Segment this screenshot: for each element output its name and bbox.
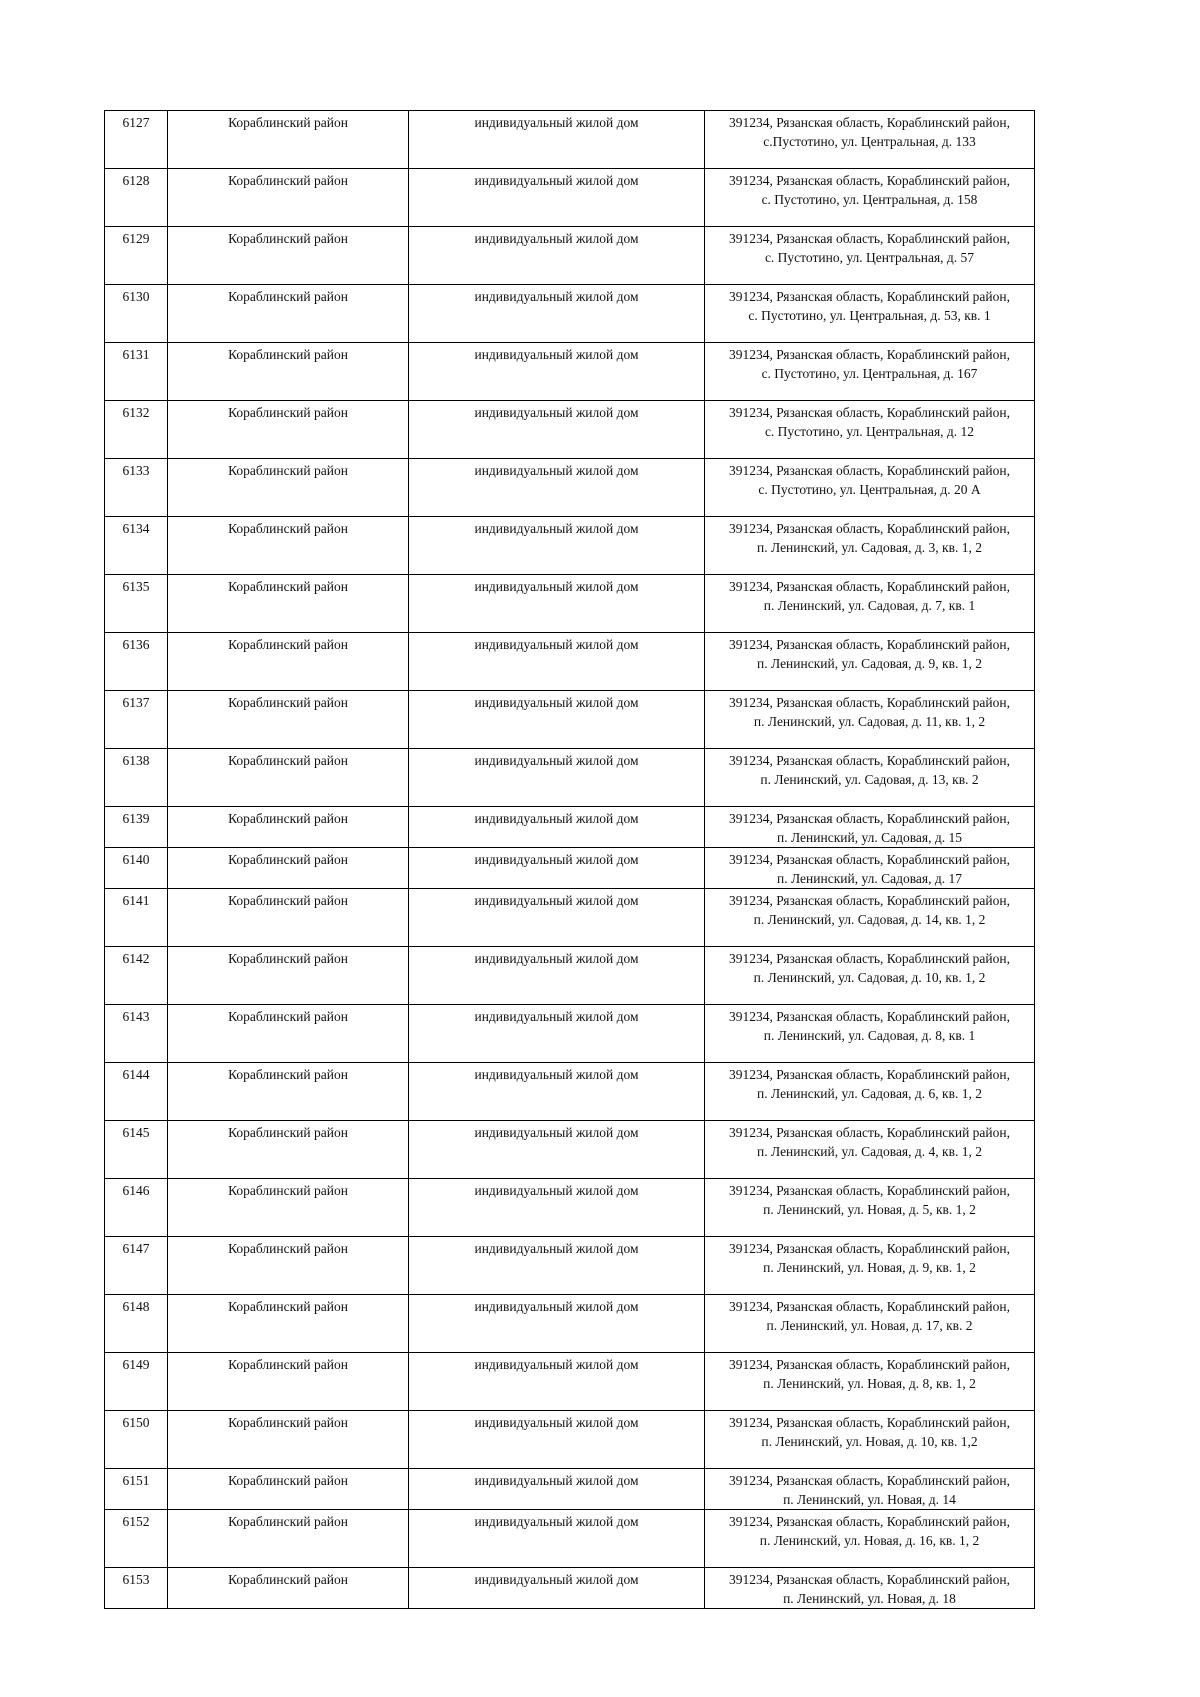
address-cell — [705, 169, 1035, 227]
address-line-2: п. Ленинский, ул. Новая, д. 18 — [783, 1591, 956, 1606]
row-number: 6147 — [105, 1237, 168, 1295]
address-line-2: п. Ленинский, ул. Садовая, д. 11, кв. 1, 2 — [753, 714, 986, 729]
address-line-1: 391234, Рязанская область, Кораблинский район, — [729, 405, 1010, 420]
row-number: 6127 — [105, 111, 168, 169]
row-number: 6153 — [105, 1568, 168, 1609]
address-line-2: с. Пустотино, ул. Центральная, д. 158 — [761, 192, 978, 207]
table-row — [105, 1568, 1035, 1609]
address-line-1: 391234, Рязанская область, Кораблинский район, — [729, 1473, 1010, 1488]
district-cell: Кораблинский район — [168, 1469, 409, 1510]
table-row — [105, 169, 1035, 227]
address-cell — [705, 1005, 1035, 1063]
table-row — [105, 1063, 1035, 1121]
address-line-1: 391234, Рязанская область, Кораблинский район, — [729, 637, 1010, 652]
address-cell — [705, 227, 1035, 285]
table-row — [105, 633, 1035, 691]
district-cell: Кораблинский район — [168, 633, 409, 691]
district-cell: Кораблинский район — [168, 1353, 409, 1411]
address-line-1: 391234, Рязанская область, Кораблинский район, — [729, 579, 1010, 594]
district-cell: Кораблинский район — [168, 343, 409, 401]
address-line-2: с. Пустотино, ул. Центральная, д. 167 — [761, 366, 978, 381]
address-cell — [705, 1063, 1035, 1121]
row-number: 6148 — [105, 1295, 168, 1353]
district-cell: Кораблинский район — [168, 401, 409, 459]
district-cell: Кораблинский район — [168, 1179, 409, 1237]
address-cell — [705, 691, 1035, 749]
object-type-cell: индивидуальный жилой дом — [409, 1005, 705, 1063]
address-line-1: 391234, Рязанская область, Кораблинский район, — [729, 289, 1010, 304]
table-row — [105, 459, 1035, 517]
table-row — [105, 1005, 1035, 1063]
address-line-1: 391234, Рязанская область, Кораблинский район, — [729, 231, 1010, 246]
object-type-cell: индивидуальный жилой дом — [409, 691, 705, 749]
row-number: 6151 — [105, 1469, 168, 1510]
row-number: 6143 — [105, 1005, 168, 1063]
address-cell — [705, 1179, 1035, 1237]
address-line-1: 391234, Рязанская область, Кораблинский район, — [729, 463, 1010, 478]
address-line-2: п. Ленинский, ул. Садовая, д. 3, кв. 1, 2 — [757, 540, 982, 555]
district-cell: Кораблинский район — [168, 517, 409, 575]
object-type-cell: индивидуальный жилой дом — [409, 947, 705, 1005]
address-line-1: 391234, Рязанская область, Кораблинский район, — [729, 1415, 1010, 1430]
address-cell — [705, 111, 1035, 169]
table-row — [105, 111, 1035, 169]
address-cell — [705, 749, 1035, 807]
district-cell: Кораблинский район — [168, 889, 409, 947]
address-line-2: с. Пустотино, ул. Центральная, д. 57 — [764, 250, 975, 265]
row-number: 6137 — [105, 691, 168, 749]
row-number: 6144 — [105, 1063, 168, 1121]
table-row — [105, 1237, 1035, 1295]
address-line-2: п. Ленинский, ул. Новая, д. 5, кв. 1, 2 — [763, 1202, 976, 1217]
row-number: 6150 — [105, 1411, 168, 1469]
address-line-2: с.Пустотино, ул. Центральная, д. 133 — [763, 134, 976, 149]
address-cell — [705, 947, 1035, 1005]
table-row — [105, 848, 1035, 889]
address-line-1: 391234, Рязанская область, Кораблинский район, — [729, 893, 1010, 908]
object-type-cell: индивидуальный жилой дом — [409, 1179, 705, 1237]
row-number: 6146 — [105, 1179, 168, 1237]
address-line-1: 391234, Рязанская область, Кораблинский район, — [729, 852, 1010, 867]
address-line-1: 391234, Рязанская область, Кораблинский район, — [729, 173, 1010, 188]
address-cell — [705, 807, 1035, 848]
district-cell: Кораблинский район — [168, 947, 409, 1005]
address-line-2: п. Ленинский, ул. Садовая, д. 8, кв. 1 — [763, 1028, 976, 1043]
address-line-1: 391234, Рязанская область, Кораблинский район, — [729, 1125, 1010, 1140]
address-line-2: с. Пустотино, ул. Центральная, д. 20 А — [758, 482, 981, 497]
address-line-1: 391234, Рязанская область, Кораблинский район, — [729, 1572, 1010, 1587]
row-number: 6129 — [105, 227, 168, 285]
object-type-cell: индивидуальный жилой дом — [409, 575, 705, 633]
address-cell — [705, 1411, 1035, 1469]
table-row — [105, 889, 1035, 947]
object-type-cell: индивидуальный жилой дом — [409, 1411, 705, 1469]
row-number: 6142 — [105, 947, 168, 1005]
object-type-cell: индивидуальный жилой дом — [409, 517, 705, 575]
object-type-cell: индивидуальный жилой дом — [409, 1121, 705, 1179]
table-row — [105, 807, 1035, 848]
district-cell: Кораблинский район — [168, 749, 409, 807]
row-number: 6138 — [105, 749, 168, 807]
address-line-2: п. Ленинский, ул. Садовая, д. 7, кв. 1 — [763, 598, 976, 613]
address-line-2: п. Ленинский, ул. Новая, д. 16, кв. 1, 2 — [759, 1533, 980, 1548]
address-cell — [705, 575, 1035, 633]
district-cell: Кораблинский район — [168, 1005, 409, 1063]
table-row — [105, 285, 1035, 343]
table-row — [105, 749, 1035, 807]
object-type-cell: индивидуальный жилой дом — [409, 1237, 705, 1295]
district-cell: Кораблинский район — [168, 575, 409, 633]
row-number: 6128 — [105, 169, 168, 227]
address-line-2: п. Ленинский, ул. Садовая, д. 9, кв. 1, 2 — [757, 656, 982, 671]
address-cell — [705, 1295, 1035, 1353]
table-row — [105, 1510, 1035, 1568]
table-row — [105, 1295, 1035, 1353]
table-row — [105, 401, 1035, 459]
address-line-2: п. Ленинский, ул. Новая, д. 9, кв. 1, 2 — [763, 1260, 976, 1275]
row-number: 6149 — [105, 1353, 168, 1411]
row-number: 6135 — [105, 575, 168, 633]
table-row — [105, 1411, 1035, 1469]
address-cell — [705, 633, 1035, 691]
district-cell: Кораблинский район — [168, 111, 409, 169]
row-number: 6136 — [105, 633, 168, 691]
object-type-cell: индивидуальный жилой дом — [409, 227, 705, 285]
address-line-2: п. Ленинский, ул. Садовая, д. 15 — [777, 830, 962, 845]
address-cell — [705, 517, 1035, 575]
row-number: 6131 — [105, 343, 168, 401]
district-cell: Кораблинский район — [168, 807, 409, 848]
address-line-2: с. Пустотино, ул. Центральная, д. 53, кв. 1 — [748, 308, 991, 323]
address-cell — [705, 1237, 1035, 1295]
district-cell: Кораблинский район — [168, 285, 409, 343]
row-number: 6133 — [105, 459, 168, 517]
address-line-2: с. Пустотино, ул. Центральная, д. 12 — [764, 424, 975, 439]
table-row — [105, 1179, 1035, 1237]
object-type-cell: индивидуальный жилой дом — [409, 889, 705, 947]
address-cell — [705, 285, 1035, 343]
address-cell — [705, 1568, 1035, 1609]
district-cell: Кораблинский район — [168, 691, 409, 749]
object-type-cell: индивидуальный жилой дом — [409, 343, 705, 401]
object-type-cell: индивидуальный жилой дом — [409, 1469, 705, 1510]
address-line-1: 391234, Рязанская область, Кораблинский район, — [729, 753, 1010, 768]
district-cell: Кораблинский район — [168, 1295, 409, 1353]
address-line-1: 391234, Рязанская область, Кораблинский район, — [729, 1183, 1010, 1198]
address-line-2: п. Ленинский, ул. Новая, д. 10, кв. 1,2 — [761, 1434, 978, 1449]
table-body — [105, 111, 1035, 1609]
object-type-cell: индивидуальный жилой дом — [409, 633, 705, 691]
address-line-1: 391234, Рязанская область, Кораблинский район, — [729, 1241, 1010, 1256]
row-number: 6130 — [105, 285, 168, 343]
address-line-2: п. Ленинский, ул. Садовая, д. 10, кв. 1, 2 — [753, 970, 986, 985]
address-line-2: п. Ленинский, ул. Садовая, д. 14, кв. 1, 2 — [753, 912, 986, 927]
row-number: 6141 — [105, 889, 168, 947]
object-type-cell: индивидуальный жилой дом — [409, 749, 705, 807]
address-cell — [705, 1121, 1035, 1179]
table-row — [105, 1469, 1035, 1510]
table-row — [105, 947, 1035, 1005]
district-cell: Кораблинский район — [168, 227, 409, 285]
address-line-2: п. Ленинский, ул. Новая, д. 17, кв. 2 — [766, 1318, 973, 1333]
object-type-cell: индивидуальный жилой дом — [409, 401, 705, 459]
address-line-1: 391234, Рязанская область, Кораблинский район, — [729, 1009, 1010, 1024]
address-cell — [705, 459, 1035, 517]
address-line-2: п. Ленинский, ул. Новая, д. 8, кв. 1, 2 — [763, 1376, 976, 1391]
district-cell: Кораблинский район — [168, 459, 409, 517]
district-cell: Кораблинский район — [168, 1237, 409, 1295]
object-type-cell: индивидуальный жилой дом — [409, 169, 705, 227]
object-type-cell: индивидуальный жилой дом — [409, 1510, 705, 1568]
district-cell: Кораблинский район — [168, 848, 409, 889]
address-line-1: 391234, Рязанская область, Кораблинский район, — [729, 1357, 1010, 1372]
address-cell — [705, 401, 1035, 459]
address-cell — [705, 343, 1035, 401]
table-row — [105, 691, 1035, 749]
address-line-1: 391234, Рязанская область, Кораблинский район, — [729, 115, 1010, 130]
district-cell: Кораблинский район — [168, 1121, 409, 1179]
district-cell: Кораблинский район — [168, 1510, 409, 1568]
object-type-cell: индивидуальный жилой дом — [409, 285, 705, 343]
address-line-1: 391234, Рязанская область, Кораблинский район, — [729, 1067, 1010, 1082]
address-line-2: п. Ленинский, ул. Садовая, д. 4, кв. 1, 2 — [757, 1144, 982, 1159]
object-type-cell: индивидуальный жилой дом — [409, 1295, 705, 1353]
address-line-2: п. Ленинский, ул. Садовая, д. 13, кв. 2 — [760, 772, 979, 787]
object-type-cell: индивидуальный жилой дом — [409, 807, 705, 848]
address-cell — [705, 1469, 1035, 1510]
table-row — [105, 1353, 1035, 1411]
row-number: 6145 — [105, 1121, 168, 1179]
district-cell: Кораблинский район — [168, 1568, 409, 1609]
district-cell: Кораблинский район — [168, 1411, 409, 1469]
row-number: 6140 — [105, 848, 168, 889]
address-line-2: п. Ленинский, ул. Новая, д. 14 — [783, 1492, 956, 1507]
document-table — [104, 110, 1035, 1609]
table-row — [105, 227, 1035, 285]
address-line-1: 391234, Рязанская область, Кораблинский район, — [729, 347, 1010, 362]
row-number: 6152 — [105, 1510, 168, 1568]
district-cell: Кораблинский район — [168, 1063, 409, 1121]
address-line-2: п. Ленинский, ул. Садовая, д. 6, кв. 1, 2 — [757, 1086, 982, 1101]
object-type-cell: индивидуальный жилой дом — [409, 1063, 705, 1121]
address-cell — [705, 1353, 1035, 1411]
table-row — [105, 575, 1035, 633]
district-cell: Кораблинский район — [168, 169, 409, 227]
table-row — [105, 1121, 1035, 1179]
address-line-1: 391234, Рязанская область, Кораблинский район, — [729, 695, 1010, 710]
address-line-1: 391234, Рязанская область, Кораблинский район, — [729, 1514, 1010, 1529]
table-row — [105, 517, 1035, 575]
object-type-cell: индивидуальный жилой дом — [409, 111, 705, 169]
address-line-1: 391234, Рязанская область, Кораблинский район, — [729, 951, 1010, 966]
row-number: 6134 — [105, 517, 168, 575]
object-type-cell: индивидуальный жилой дом — [409, 1353, 705, 1411]
address-line-1: 391234, Рязанская область, Кораблинский район, — [729, 811, 1010, 826]
object-type-cell: индивидуальный жилой дом — [409, 1568, 705, 1609]
object-type-cell: индивидуальный жилой дом — [409, 848, 705, 889]
address-cell — [705, 848, 1035, 889]
row-number: 6139 — [105, 807, 168, 848]
row-number: 6132 — [105, 401, 168, 459]
object-type-cell: индивидуальный жилой дом — [409, 459, 705, 517]
address-line-2: п. Ленинский, ул. Садовая, д. 17 — [777, 871, 962, 886]
address-line-1: 391234, Рязанская область, Кораблинский район, — [729, 521, 1010, 536]
table-row — [105, 343, 1035, 401]
address-cell — [705, 1510, 1035, 1568]
address-line-1: 391234, Рязанская область, Кораблинский район, — [729, 1299, 1010, 1314]
address-cell — [705, 889, 1035, 947]
